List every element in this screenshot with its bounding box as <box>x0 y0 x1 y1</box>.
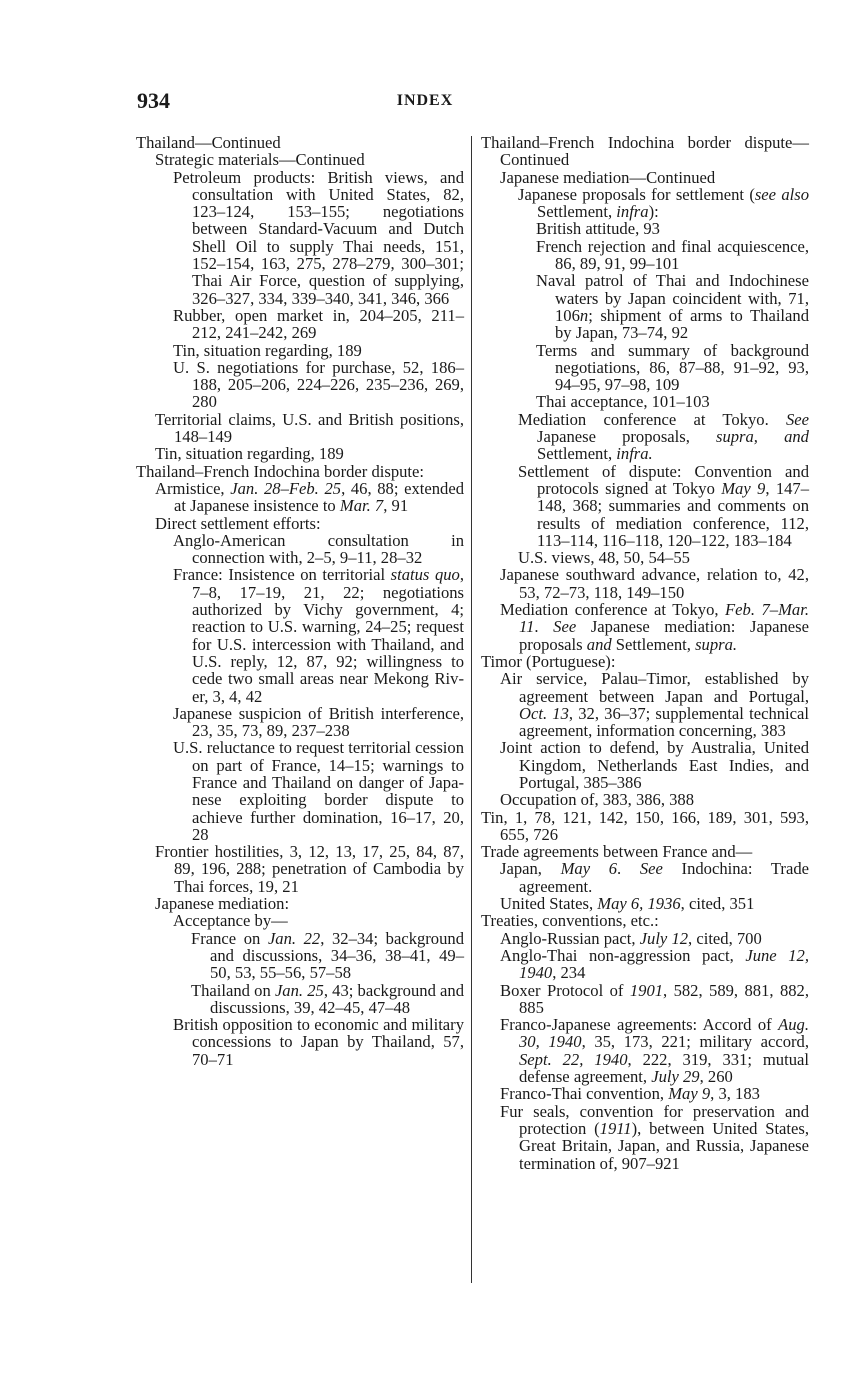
index-entry: Joint action to defend, by Australia, United Kingdom, Netherlands East Indies, and Portugal, 385–386 <box>500 738 809 792</box>
index-entry: Mediation conference at Tokyo. See Japanese proposals, supra, and Settlement, infra. <box>518 409 809 464</box>
page-number: 934 <box>137 88 170 113</box>
index-entry: Thailand–French Indochina border dispute—Continued <box>481 133 809 170</box>
index-entry: Japan, May 6. See Indochina: Trade agreement. <box>500 859 809 896</box>
index-entry: Settlement of dispute: Convention and protocols signed at Tokyo May 9, 147–148, 368; summaries and comments on results of mediation conference, 112, 113–114, 116–118, 120–122, 183–184 <box>518 461 810 550</box>
index-entry: Terms and summary of background negotiations, 86, 87–88, 91–92, 93, 94–95, 97–98, 109 <box>536 340 809 395</box>
index-entry: Japanese mediation—Continued <box>500 167 716 187</box>
index-entry: Japanese suspicion of British interference, 23, 35, 73, 89, 237–238 <box>173 703 464 741</box>
index-column-left <box>136 134 464 1068</box>
index-entry: Tin, situation regarding, 189 <box>155 444 344 464</box>
column-divider <box>471 136 472 1283</box>
index-entry: U.S. views, 48, 50, 54–55 <box>518 548 690 568</box>
index-entry: Thailand–French Indochina border dispute: <box>136 461 425 481</box>
index-entry: Territorial claims, U.S. and British positions, 148–149 <box>155 409 464 447</box>
index-entry: Armistice, Jan. 28–Feb. 25, 46, 88; extended at Japanese insistence to Mar. 7, 91 <box>155 478 465 516</box>
index-entry: Acceptance by— <box>173 911 288 931</box>
index-entry: Treaties, conventions, etc.: <box>481 911 659 931</box>
index-entry: U. S. negotiations for purchase, 52, 186–188, 205–206, 224–226, 235–236, 269, 280 <box>173 357 464 412</box>
index-entry: France: Insistence on territorial status quo, 7–8, 17–19, 21, 22; negotiations authorized by Vichy government, 4; reaction to U.S. warning, 24–25; request for U.S. intercession with Thailand, and U.S. reply, 12, 87, 92; willingness to cede two small areas near Mekong River, 3, 4, 42 <box>173 565 464 706</box>
index-entry: Air service, Palau–Timor, established by agreement between Japan and Portugal, Oct. 13, 32, 36–37; supplemental technical agreement, information concerning, 383 <box>500 669 809 741</box>
index-entry: France on Jan. 22, 32–34; background and discussions, 34–36, 38–41, 49–50, 53, 55–56, 57–58 <box>191 928 464 983</box>
index-entry: British opposition to economic and military concessions to Japan by Thailand, 57, 70–71 <box>173 1015 464 1069</box>
index-entry: Franco-Japanese agreements: Accord of Aug. 30, 1940, 35, 173, 221; military accord, Sept. 22, 1940, 222, 319, 331; mutual defense agreement, July 29, 260 <box>500 1015 810 1087</box>
index-entry: Anglo-Russian pact, July 12, cited, 700 <box>500 928 762 948</box>
index-entry: U.S. reluctance to request territorial cession on part of France, 14–15; warnings to France and Thailand on danger of Japanese exploiting border dispute to achieve further domination, 16–17, 20, 28 <box>173 738 464 844</box>
index-entry: Boxer Protocol of 1901, 582, 589, 881, 882, 885 <box>500 980 809 1017</box>
index-entry: Timor (Portuguese): <box>481 651 616 671</box>
index-entry: Japanese proposals for settlement (see also Settlement, infra): <box>518 184 809 222</box>
index-entry: Occupation of, 383, 386, 388 <box>500 790 695 810</box>
index-entry: French rejection and final acquiescence, 86, 89, 91, 99–101 <box>536 236 809 274</box>
index-entry: Frontier hostilities, 3, 12, 13, 17, 25, 84, 87, 89, 196, 288; penetration of Cambodia by Thai forces, 19, 21 <box>155 842 464 896</box>
index-column-right <box>481 134 809 1172</box>
index-entry: Tin, 1, 78, 121, 142, 150, 166, 189, 301, 593, 655, 726 <box>481 807 809 844</box>
index-entry: Direct settlement efforts: <box>155 513 321 533</box>
index-entry: Japanese southward advance, relation to, 42, 53, 72–73, 118, 149–150 <box>500 565 809 602</box>
index-entry: Anglo-American consultation in connection with, 2–5, 9–11, 28–32 <box>173 530 464 568</box>
index-entry: Thailand—Continued <box>136 133 281 152</box>
index-entry: Petroleum products: British views, and consultation with United States, 82, 123–124, 153–155; negotiations between Standard-Vacuum and Dutch Shell Oil to supply Thai needs, 151, 152–154, 163, 275, 278–279, 300–301; Thai Air Force, question of supplying, 326–327, 334, 339–340, 341, 346, 366 <box>173 167 464 308</box>
index-entry: British attitude, 93 <box>536 219 660 239</box>
index-entry: Japanese mediation: <box>155 894 290 914</box>
index-entry: Tin, situation regarding, 189 <box>173 340 362 360</box>
index-entry: Franco-Thai convention, May 9, 3, 183 <box>500 1084 760 1104</box>
index-entry: Rubber, open market in, 204–205, 211–212, 241–242, 269 <box>173 305 464 343</box>
index-entry: Mediation conference at Tokyo, Feb. 7–Mar. 11. See Japanese mediation: Japanese proposals and Settlement, supra. <box>500 600 809 654</box>
index-entry: United States, May 6, 1936, cited, 351 <box>500 894 755 914</box>
index-entry: Naval patrol of Thai and Indochinese waters by Japan coincident with, 71, 106n; shipment of arms to Thailand by Japan, 73–74, 92 <box>536 271 809 343</box>
index-entry: Anglo-Thai non-aggression pact, June 12, 1940, 234 <box>500 945 809 983</box>
index-entry: Thailand on Jan. 25, 43; background and discussions, 39, 42–45, 47–48 <box>191 980 465 1017</box>
index-entry: Fur seals, convention for preservation and protection (1911), between United States, Great Britain, Japan, and Russia, Japanese termination of, 907–921 <box>500 1101 809 1173</box>
running-head: INDEX <box>396 92 454 109</box>
index-entry: Thai acceptance, 101–103 <box>536 392 710 412</box>
index-entry: Trade agreements between France and— <box>481 842 753 862</box>
index-entry: Strategic materials—Continued <box>155 150 365 170</box>
